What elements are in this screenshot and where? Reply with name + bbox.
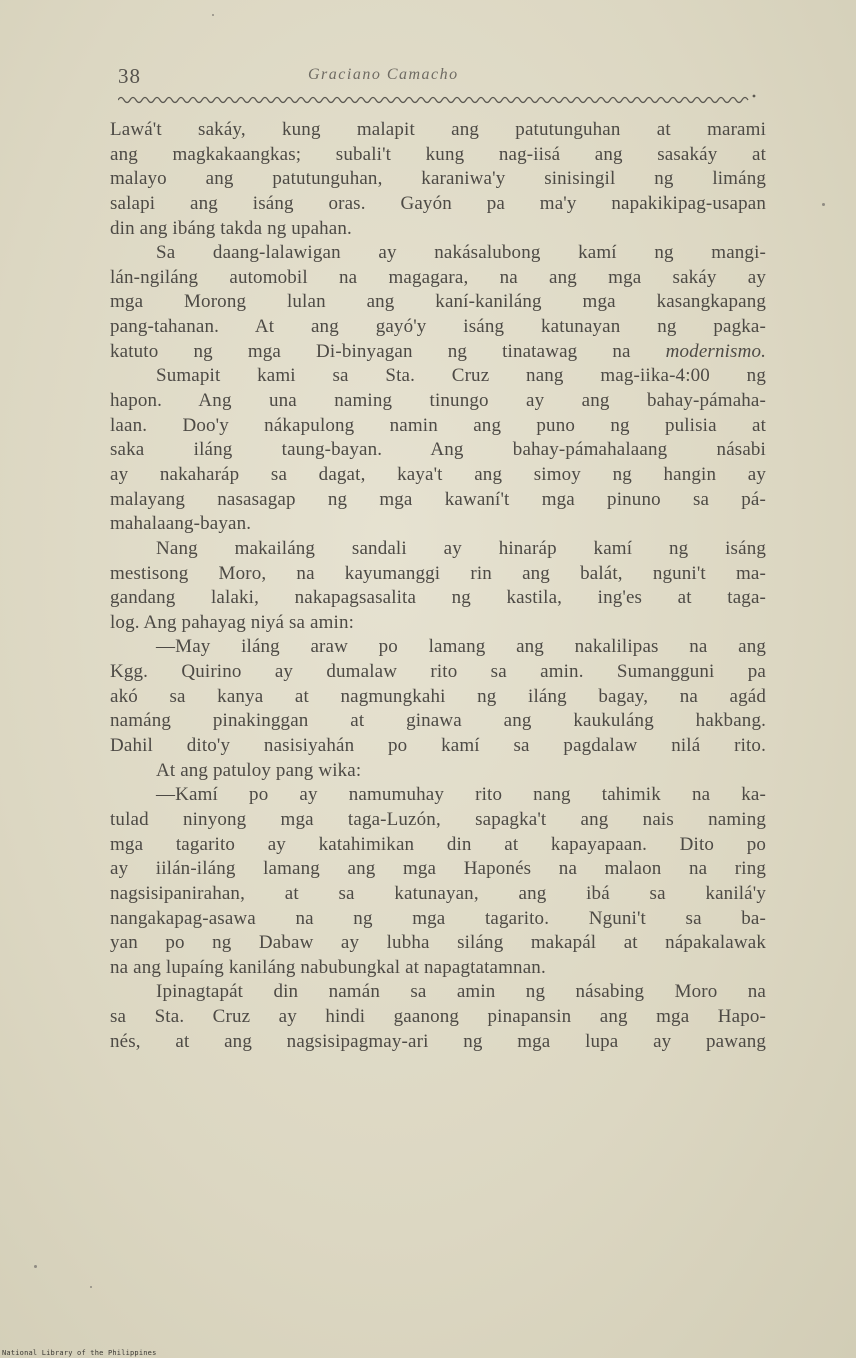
text-line-content: malayo ang patutunguhan, karaniwa'y sinisingil ng limáng (110, 168, 766, 190)
page-number: 38 (118, 64, 141, 88)
text-line-content: Dahil dito'y nasisiyahán po kamí sa pagdalaw nilá rito. (110, 735, 766, 757)
text-line-content: Lawá't sakáy, kung malapit ang patutunguhan at marami (110, 119, 766, 140)
text-line-content: ay iilán-iláng lamang ang mga Haponés na malaon na ring (110, 858, 766, 880)
text-line-content: ay nakaharáp sa dagat, kaya't ang simoy ng hangin ay (110, 463, 766, 485)
text-line (110, 931, 766, 956)
text-line (110, 389, 766, 414)
text-line (110, 980, 766, 1005)
text-line (110, 660, 766, 685)
text-line (110, 192, 766, 217)
paper-speck (34, 1265, 37, 1268)
text-line-content: tulad ninyong mga taga-Luzón, sapagka't ang nais naming (110, 808, 766, 830)
text-line-content: —Kamí po ay namumuhay rito nang tahimik na ka- (156, 784, 766, 806)
text-line-content: pang-tahanan. At ang gayó'y isáng katunayan ng pagka- (110, 316, 766, 338)
page-header (118, 64, 758, 94)
text-line (110, 709, 766, 734)
text-line (110, 463, 766, 488)
text-line (110, 537, 766, 562)
text-line (110, 488, 766, 513)
text-line-content: akó sa kanya at nagmungkahi ng iláng bagay, na agád (110, 685, 766, 707)
text-line-content: mga Morong lulan ang kaní-kaniláng mga kasangkapang (110, 291, 766, 313)
text-line (110, 759, 766, 784)
text-line-content: malayang nasasagap ng mga kawaní't mga pinuno sa pá- (110, 488, 766, 510)
italic-word: modernismo. (665, 340, 766, 362)
text-line (110, 635, 766, 660)
wavy-header-rule (118, 94, 760, 106)
text-line-content: ang magkakaangkas; subali't kung nag-iisá ang sasakáy at (110, 143, 766, 165)
text-line-content: Kgg. Quirino ay dumalaw rito sa amin. Sumangguni pa (110, 661, 766, 683)
text-line (110, 1005, 766, 1030)
paper-speck (212, 14, 214, 16)
paper-speck (822, 203, 825, 206)
text-line-content: mga tagarito ay katahimikan din at kapayapaan. Dito po (110, 833, 766, 855)
text-line (110, 266, 766, 291)
text-line (110, 143, 766, 168)
text-line-content: din ang ibáng takda ng upahan. (110, 217, 352, 239)
footer-credit: National Library of the Philippines (2, 1349, 157, 1357)
text-line-content: Sa daang-lalawigan ay nakásalubong kamí ng mangi- (156, 242, 766, 264)
text-line-content: lán-ngiláng automobil na magagara, na ang mga sakáy ay (110, 266, 766, 288)
text-line (110, 118, 766, 143)
text-line-content: Ipinagtapát din namán sa amin ng násabing Moro na (156, 981, 766, 1003)
text-line-content: nagsisipanirahan, at sa katunayan, ang ibá sa kanilá'y (110, 882, 766, 904)
text-line (110, 414, 766, 439)
text-line-content: —May iláng araw po lamang ang nakalilipas na ang (156, 636, 766, 658)
text-line-content: mestisong Moro, na kayumanggi rin ang balát, nguni't ma- (110, 562, 766, 584)
text-line (110, 734, 766, 759)
text-line-content: hapon. Ang una naming tinungo ay ang bahay-pámaha- (110, 390, 766, 412)
text-line-content: na ang lupaíng kaniláng nabubungkal at napagtatamnan. (110, 956, 546, 978)
text-line (110, 438, 766, 463)
text-line-content: nés, at ang nagsisipagmay-ari ng mga lupa ay pawang (110, 1030, 766, 1052)
text-line (110, 364, 766, 389)
text-line-content: nangakapag-asawa na ng mga tagarito. Nguni't sa ba- (110, 907, 766, 929)
text-line-content: laan. Doo'y nákapulong namin ang puno ng pulisia at (110, 414, 766, 436)
text-line (110, 512, 766, 537)
text-line (110, 562, 766, 587)
text-line-content: Nang makailáng sandali ay hinaráp kamí ng isáng (156, 537, 766, 559)
text-line (110, 833, 766, 858)
text-line (110, 882, 766, 907)
text-line (110, 685, 766, 710)
running-head: Graciano Camacho (308, 66, 459, 83)
text-line (110, 808, 766, 833)
paper-speck (90, 1286, 92, 1288)
text-line (110, 1030, 766, 1055)
text-line (110, 783, 766, 808)
text-line-content: At ang patuloy pang wika: (156, 759, 362, 781)
text-line (110, 907, 766, 932)
text-line-content: gandang lalaki, nakapagsasalita ng kastila, ing'es at taga- (110, 587, 766, 609)
text-line-content: saka iláng taung-bayan. Ang bahay-pámahalaang násabi (110, 439, 766, 461)
text-line (110, 241, 766, 266)
text-line-content: salapi ang isáng oras. Gayón pa ma'y napakikipag-usapan (110, 192, 766, 214)
text-line (110, 340, 766, 365)
text-line-content: yan po ng Dabaw ay lubha siláng makapál at nápakalawak (110, 932, 766, 954)
text-line (110, 857, 766, 882)
text-line (110, 290, 766, 315)
text-line-content: log. Ang pahayag niyá sa amin: (110, 611, 355, 633)
text-line-content: katuto ng mga Di-binyagan ng tinatawag na (110, 340, 666, 362)
text-line (110, 315, 766, 340)
body-text (110, 118, 766, 1054)
text-line (110, 586, 766, 611)
text-line-content: mahalaang-bayan. (110, 513, 252, 535)
text-line (110, 167, 766, 192)
text-line-content: namáng pinakinggan at ginawa ang kaukuláng hakbang. (110, 710, 766, 732)
text-line (110, 956, 766, 981)
text-line-content: Sumapit kami sa Sta. Cruz nang mag-iika-4:00 ng (156, 365, 766, 387)
text-line-content: sa Sta. Cruz ay hindi gaanong pinapansin ang mga Hapo- (110, 1006, 766, 1028)
text-line (110, 611, 766, 636)
text-line (110, 217, 766, 242)
